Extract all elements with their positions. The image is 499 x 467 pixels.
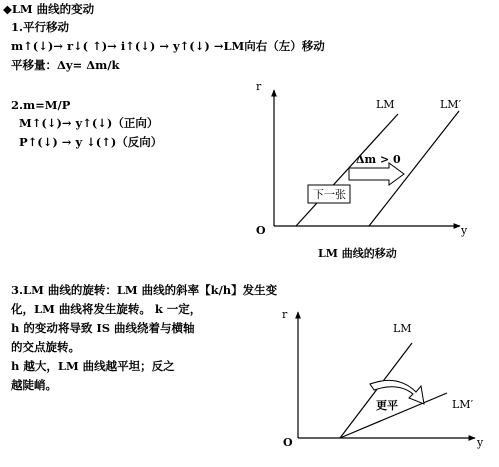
fig1-y-label: r [256,80,262,93]
section2-heading: 2.m=M/P [11,98,71,112]
section1-heading: 1.平行移动 [11,20,70,34]
section1-line2: 平移量：Δy= Δm/k [11,58,120,72]
fig1-shift-arrow [349,163,404,185]
section3-line: h 越大，LM 曲线越平坦；反之 [11,359,175,373]
fig1-shift-label: Δm > 0 [356,153,401,166]
fig2-y-label: r [282,308,288,321]
fig2-x-label: y [477,436,484,449]
fig2-lm-prime-label: LM′ [452,398,474,411]
section3-line: 3.LM 曲线的旋转：LM 曲线的斜率【k/h】发生变 [11,283,278,297]
fig1-origin-label: O [256,224,266,237]
section1-line1: m↑(↓)→ r↓( ↑)→ i↑(↓) → y↑(↓) →LM向右（左）移动 [11,39,325,53]
fig2-lm-label: LM [393,322,412,335]
fig1-lm-prime-label: LM′ [440,98,462,111]
fig1-box-label[interactable]: 下一张 [313,188,346,201]
fig2-origin-label: O [283,436,293,449]
fig1-caption: LM 曲线的移动 [318,247,397,260]
figure1-diagram [256,80,468,260]
fig1-lm-label: LM [376,98,395,111]
fig1-x-label: y [461,224,468,237]
fig2-rotate-label: 更平 [376,399,398,412]
page-title: ◆LM 曲线的变动 [3,2,95,16]
figure2-diagram [282,308,484,449]
section3-line: 越陡峭。 [11,378,57,392]
section3-line: 的交点旋转。 [11,340,80,354]
fig2-lm-curve [340,343,412,438]
section3-line: 化，LM 曲线将发生旋转。 k 一定， [11,302,202,316]
section2-line2: P↑(↓) → y ↓(↑)（反向） [19,135,163,149]
section2-line1: M↑(↓)→ y↑(↓)（正向） [19,116,159,130]
section3-line: h 的变动将导致 IS 曲线绕着与横轴 [11,321,195,335]
